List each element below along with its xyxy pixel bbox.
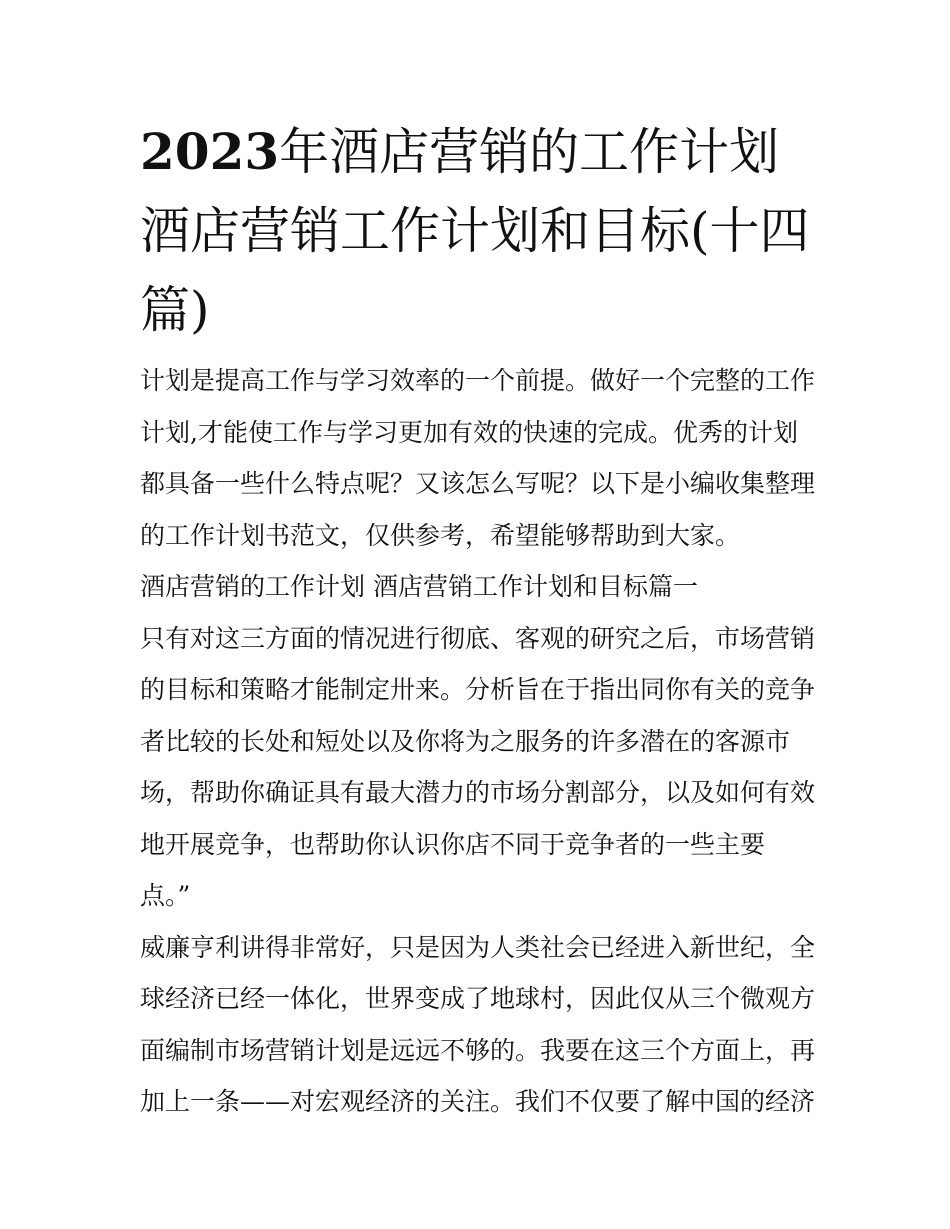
- section-heading-text: 酒店营销的工作计划 酒店营销工作计划和目标篇一: [140, 572, 698, 601]
- paragraph-line: 地开展竞争，也帮助你认识你店不同于竞争者的一些主要: [140, 829, 766, 859]
- paragraph-line: 面编制市场营销计划是远远不够的。我要在这三个方面上，再: [140, 1035, 816, 1065]
- title-line-2: 酒店营销工作计划和目标(十四: [140, 202, 810, 260]
- intro-line: 的工作计划书范文，仅供参考，希望能够帮助到大家。: [140, 520, 741, 550]
- paragraph-1: [140, 613, 820, 922]
- paragraph-line: 的目标和策略才能制定卅来。分析旨在于指出同你有关的竞争: [140, 675, 816, 704]
- paragraph-line: 球经济已经一体化，世界变成了地球村，因此仅从三个微观方: [140, 984, 816, 1013]
- intro-line: 计划,才能使工作与学习更加有效的快速的完成。优秀的计划: [140, 417, 798, 447]
- paragraph-line: 者比较的长处和短处以及你将为之服务的许多潜在的客源市: [140, 726, 791, 756]
- intro-paragraph: [140, 355, 820, 561]
- section-heading: [140, 561, 820, 613]
- paragraph-line: 只有对这三方面的情况进行彻底、客观的研究之后，市场营销: [140, 623, 816, 653]
- intro-line: 计划是提高工作与学习效率的一个前提。做好一个完整的工作: [140, 366, 816, 395]
- intro-line: 都具备一些什么特点呢？又该怎么写呢？以下是小编收集整理: [140, 469, 816, 498]
- title-line-1-text: 年酒店营销的工作计划: [279, 123, 780, 181]
- title-year: 2023: [140, 122, 280, 181]
- paragraph-2: [140, 922, 820, 1128]
- document-body: [140, 355, 820, 1128]
- paragraph-line: 场，帮助你确证具有最大潜力的市场分割部分，以及如何有效: [140, 778, 816, 807]
- paragraph-line: 威廉亨利讲得非常好，只是因为人类社会已经进入新世纪，全: [140, 932, 816, 962]
- title-line-1: [140, 112, 820, 192]
- paragraph-line: 加上一条——对宏观经济的关注。我们不仅要了解中国的经济: [140, 1087, 816, 1116]
- paragraph-line: 点。”: [140, 881, 191, 910]
- title-line-3: 篇): [140, 281, 210, 339]
- document-title: [140, 112, 820, 350]
